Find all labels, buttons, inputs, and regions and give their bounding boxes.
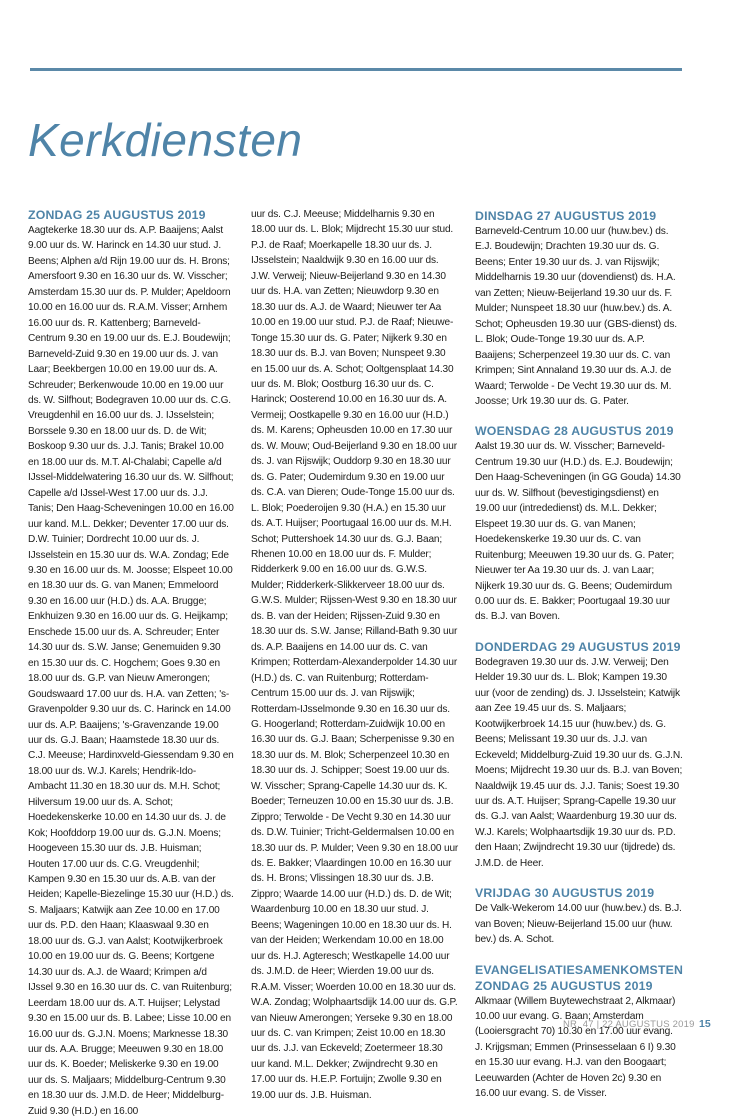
page-number: 15 [699,1018,711,1030]
section-thursday [475,639,683,871]
column-3 [475,207,683,1116]
day-heading-sunday: ZONDAG 25 AUGUSTUS 2019 [28,208,206,222]
service-list-tuesday: Barneveld-Centrum 10.00 uur (huw.bev.) ds. E.J. Boudewijn; Drachten 19.30 uur ds. G. Beens; Enter 19.30 uur ds. J. van Rijswijk; Middelharnis 19.30 uur (dovendienst) ds. H.A. van Zetten; Nieuw-Beijerland 19.30 uur ds. F. Mulder; Nunspeet 18.30 uur (huw.bev.) ds. A. Schot; Opheusden 19.30 uur (GBS-dienst) ds. L. Blok; Oude-Tonge 19.30 uur ds. A.P. Baaijens; Scherpenzeel 19.30 uur ds. C. van Krimpen; Sint Annaland 19.30 uur ds. A.J. de Waard; Terwolde - De Vecht 19.30 uur ds. M. Joosse; Urk 19.30 uur ds. G. Pater. [475,226,677,407]
column-2 [251,207,459,1103]
column-1 [28,207,234,1119]
section-tuesday [475,208,683,409]
section-heading-evangelisation: EVANGELISATIESAMENKOMSTEN [475,962,684,977]
section-evangelisation [475,962,683,1102]
page-title: Kerkdiensten [28,114,303,166]
meeting-list-evangelisation: Alkmaar (Willem Buytewechstraat 2, Alkmaar) 10.00 uur evang. G. Baan; Amsterdam (Looiersgracht 70) 10.30 en 17.00 uur evang. J. Krijgsman; Emmen (Prinsesselaan 6 I) 9.30 en 15.30 uur evang. H.J. van den Boogaart; Leeuwarden (Achter de Hoven 2c) 9.30 en 16.00 uur evang. S. de Visser. [475,995,676,1100]
service-list-sunday: Aagtekerke 18.30 uur ds. A.P. Baaijens; Aalst 9.00 uur ds. W. Harinck en 14.30 uur stud. J. Beens; Alphen a/d Rijn 19.00 uur ds. H. Brons; Amersfoort 9.30 en 16.30 uur ds. W. Visscher; Amsterdam 15.30 uur ds. P. Mulder; Apeldoorn 10.00 en 16.00 uur ds. R.A.M. Visser; Arnhem 16.00 uur ds. R. Kattenberg; Barneveld-Centrum 9.30 en 19.00 uur ds. E.J. Boudewijn; Barneveld-Zuid 9.30 en 19.00 uur ds. J. van Laar; Beekbergen 10.00 en 19.00 uur ds. A. Schreuder; Berkenwoude 10.00 en 19.00 uur ds. W. Silfhout; Bodegraven 10.00 uur ds. C.G. Vreugdenhil en 16.00 uur ds. J. IJsselstein; Borssele 9.30 en 18.00 uur ds. D. de Wit; Boskoop 9.30 uur ds. J.J. Tanis; Brakel 10.00 en 18.00 uur ds. M.T. Al-Chalabi; Capelle a/d IJssel-Middelwatering 16.30 uur ds. W. Silfhout; Capelle a/d IJssel-West 17.00 uur ds. J.J. Tanis; Den Haag-Scheveningen 10.00 en 16.00 uur kand. M.L. Dekker; Deventer 17.00 uur ds. D.W. Tuinier; Dordrecht 10.00 uur ds. J. IJsselstein en 15.30 uur ds. W.A. Zondag; Ede 9.30 en 16.00 uur ds. M. Joosse; Elspeet 10.00 en 18.30 uur ds. G. van Manen; Emmeloord 9.30 en 16.00 uur (H.D.) ds. A.A. Brugge; Enkhuizen 9.30 en 16.00 uur ds. G. Heijkamp; Enschede 15.00 uur ds. A. Schreuder; Enter 14.30 uur ds. S.W. Janse; Genemuiden 9.30 en 15.30 uur ds. C. Hogchem; Goes 9.30 en 18.00 uur ds. G.P. van Nieuw Amerongen; Goudswaard 17.00 uur ds. H.A. van Zetten; 's-Gravenpolder 9.30 uur ds. C. Harinck en 14.00 uur ds. A.P. Baaijens; 's-Gravenzande 19.00 uur ds. G.J. Baan; Haamstede 18.30 uur ds. C.J. Meeuse; Hardinxveld-Giessendam 9.30 en 18.00 uur ds. W.J. Karels; Hendrik-Ido-Ambacht 11.30 en 18.30 uur ds. M.H. Schot; Hilversum 19.00 uur ds. A. Schot; Hoedekenskerke 10.00 en 14.30 uur ds. J. de Kok; Hoofddorp 19.00 uur ds. G.J.N. Moens; Hoogeveen 15.30 uur ds. J.B. Huisman; Houten 17.00 uur ds. C.G. Vreugdenhil; Kampen 9.30 en 15.30 uur ds. A.B. van der Heiden; Kapelle-Biezelinge 15.30 uur (H.D.) ds. S. Maljaars; Katwijk aan Zee 10.00 en 17.00 uur ds. P.D. den Haan; Klaaswaal 9.30 en 18.00 uur ds. G.J. van Aalst; Kootwijkerbroek 10.00 en 19.00 uur ds. G. Beens; Kortgene 14.30 uur ds. A.J. de Waard; Krimpen a/d IJssel 9.30 en 16.30 uur ds. C. van Ruitenburg; Leerdam 18.00 uur ds. A.T. Huijser; Lelystad 9.30 en 15.00 uur ds. B. Labee; Lisse 10.00 en 16.00 uur ds. G.J.N. Moens; Marknesse 18.30 uur ds. A.A. Brugge; Meeuwen 9.30 en 18.00 uur ds. K. Boeder; Meliskerke 9.30 en 19.00 uur ds. S. Maljaars; Middelburg-Centrum 9.30 en 18.30 uur ds. J.M.D. de Heer; Middelburg-Zuid 9.30 (H.D.) en 16.00 [28,225,234,1117]
day-heading-evangelisation-sunday: ZONDAG 25 AUGUSTUS 2019 [475,978,653,993]
day-heading-thursday: DONDERDAG 29 AUGUSTUS 2019 [475,639,681,654]
service-list-wednesday: Aalst 19.30 uur ds. W. Visscher; Barneveld-Centrum 19.30 uur (H.D.) ds. E.J. Boudewijn; Den Haag-Scheveningen (in GG Gouda) 14.30 uur ds. W. Silfhout (bevestigingsdienst) en 19.00 uur (intrededienst) ds. M.L. Dekker; Elspeet 19.30 uur ds. G. van Manen; Hoedekenskerke 19.30 uur ds. C. van Ruitenburg; Meeuwen 19.30 uur ds. G. Pater; Nieuwer ter Aa 19.30 uur ds. J. van Laar; Nijkerk 19.30 uur ds. G. Beens; Oudemirdum 0.00 uur ds. E. Bakker; Poortugaal 19.30 uur ds. B.J. van Boven. [475,441,681,623]
section-friday [475,885,683,947]
section-wednesday [475,423,683,624]
service-list-thursday: Bodegraven 19.30 uur ds. J.W. Verweij; Den Helder 19.30 uur ds. L. Blok; Kampen 19.30 uur (voor de zending) ds. J. IJsselstein; Katwijk aan Zee 19.45 uur ds. S. Maljaars; Kootwijkerbroek 14.15 uur (huw.bev.) ds. G. Beens; Melissant 19.30 uur ds. J.J. van Eckeveld; Middelburg-Zuid 19.30 uur ds. G.J.N. Moens; Mijdrecht 19.30 uur ds. B.J. van Boven; Naaldwijk 19.45 uur ds. J.J. Tanis; Soest 19.30 uur ds. A.T. Huijser; Sprang-Capelle 19.30 uur ds. G.J. van Aalst; Waardenburg 19.30 uur ds. W.J. Karels; Wolphaartsdijk 19.30 uur ds. P.D. den Haan; Zwijndrecht 19.30 uur (tijdrede) ds. J.M.D. de Heer. [475,656,683,869]
service-list-sunday-continued: uur ds. C.J. Meeuse; Middelharnis 9.30 en 18.00 uur ds. L. Blok; Mijdrecht 15.30 uur stud. P.J. de Raaf; Moerkapelle 18.30 uur ds. J. IJsselstein; Naaldwijk 9.30 en 16.00 uur ds. J.W. Verweij; Nieuw-Beijerland 9.30 en 14.30 uur ds. H.A. van Zetten; Nieuwdorp 9.30 en 18.30 uur ds. A.J. de Waard; Nieuwer ter Aa 10.00 en 19.00 uur stud. P.J. de Raaf; Nieuwe-Tonge 15.30 uur ds. G. Pater; Nijkerk 9.30 en 18.30 uur ds. B.J. van Boven; Nunspeet 9.30 en 15.00 uur ds. A. Schot; Ooltgensplaat 14.30 uur ds. M. Blok; Oostburg 16.30 uur ds. C. Harinck; Oosterend 10.00 en 16.30 uur ds. A. Vermeij; Oostkapelle 9.30 en 16.00 uur (H.D.) ds. M. Karens; Opheusden 10.00 en 17.30 uur ds. W. Mouw; Oud-Beijerland 9.30 en 18.00 uur ds. J. van Rijswijk; Ouddorp 9.30 en 18.30 uur ds. G. Pater; Oudemirdum 9.30 en 19.00 uur ds. C.A. van Dieren; Oude-Tonge 15.00 uur ds. L. Blok; Poederoijen 9.30 (H.A.) en 15.30 uur ds. A.T. Huijser; Poortugaal 16.00 uur ds. M.H. Schot; Puttershoek 14.30 uur ds. G.J. Baan; Rhenen 10.00 en 18.00 uur ds. F. Mulder; Ridderkerk 9.00 en 16.00 uur ds. G.W.S. Mulder; Ridderkerk-Slikkerveer 18.00 uur ds. G.W.S. Mulder; Rijssen-West 9.30 en 18.30 uur ds. B. van der Heiden; Rijssen-Zuid 9.30 en 18.30 uur ds. S.W. Janse; Rilland-Bath 9.30 uur ds. A.P. Baaijens en 14.00 uur ds. C. van Krimpen; Rotterdam-Alexanderpolder 14.30 uur (H.D.) ds. C. van Ruitenburg; Rotterdam-Centrum 15.00 uur ds. J. van Rijswijk; Rotterdam-IJsselmonde 9.30 en 16.30 uur ds. G. Hoogerland; Rotterdam-Zuidwijk 10.00 en 16.30 uur ds. G.J. Baan; Scherpenisse 9.30 en 18.30 uur ds. M. Blok; Scherpenzeel 10.30 en 18.30 uur ds. J. Schipper; Soest 19.00 uur ds. W. Visscher; Sprang-Capelle 14.30 uur ds. K. Boeder; Terneuzen 10.00 en 15.30 uur ds. J.B. Zippro; Terwolde - De Vecht 9.30 en 14.30 uur ds. D.W. Tuinier; Tricht-Geldermalsen 10.00 en 18.30 uur ds. P. Mulder; Veen 9.30 en 18.00 uur ds. E. Bakker; Vlaardingen 10.00 en 16.30 uur ds. H. Brons; Vlissingen 18.30 uur ds. J.B. Zippro; Waarde 14.00 uur (H.D.) ds. D. de Wit; Waardenburg 10.00 en 18.30 uur stud. J. Beens; Wageningen 10.00 en 18.30 uur ds. H. van der Heiden; Werkendam 10.00 en 18.00 uur ds. H.J. Agteresch; Westkapelle 14.00 uur ds. J.M.D. de Heer; Wierden 19.00 uur ds. R.A.M. Visser; Woerden 10.00 en 18.30 uur ds. W.A. Zondag; Wolphaartsdijk 14.00 uur ds. G.P. van Nieuw Amerongen; Yerseke 9.30 en 18.00 uur ds. C. van Krimpen; Zeist 10.00 en 18.30 uur ds. J.J. van Eckeveld; Zoetermeer 18.30 uur kand. M.L. Dekker; Zwijndrecht 9.30 en 17.00 uur ds. H.E.P. Fortuijn; Zwolle 9.30 en 19.00 uur ds. J.B. Huisman. [251,209,459,1101]
footer-issue: NR. 47 | 22 AUGUSTUS 2019 [563,1019,695,1030]
service-list-friday: De Valk-Wekerom 14.00 uur (huw.bev.) ds. B.J. van Boven; Nieuw-Beijerland 15.00 uur (huw. bev.) ds. A. Schot. [475,903,682,946]
top-rule [30,68,682,71]
day-heading-tuesday: DINSDAG 27 AUGUSTUS 2019 [475,209,657,223]
day-heading-wednesday: WOENSDAG 28 AUGUSTUS 2019 [475,424,674,439]
day-heading-friday: VRIJDAG 30 AUGUSTUS 2019 [475,886,655,901]
